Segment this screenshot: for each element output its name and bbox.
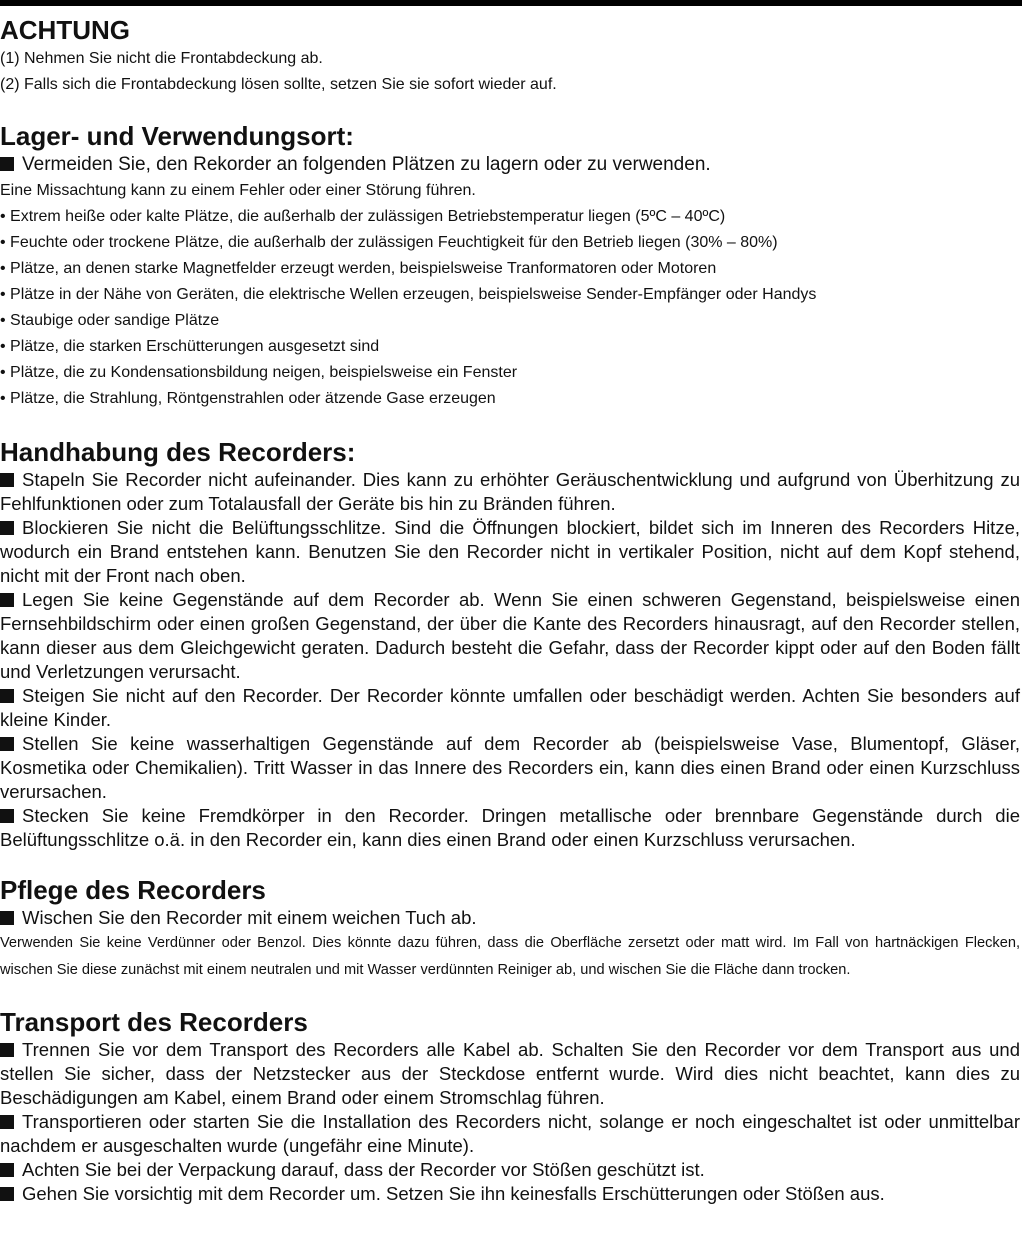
pflege-note: Verwenden Sie keine Verdünner oder Benzol. Dies könnte dazu führen, dass die Oberfläche zersetzt oder matt wird. Im Fall von hartnäckigen Flecken, wischen Sie diese zunächst mit einem neutralen und mit Wasser verdünnten Reiniger ab, und wischen Sie die Fläche dann trocken. (0, 935, 1020, 978)
lager-heading: Lager- und Verwendungsort: (0, 121, 354, 151)
transport-item-text: Achten Sie bei der Verpackung darauf, dass der Recorder vor Stößen geschützt ist. (22, 1159, 705, 1180)
handhabung-item (0, 684, 1020, 732)
transport-item-text: Transportieren oder starten Sie die Installation des Recorders nicht, solange er noch eingeschaltet ist oder unmittelbar nachdem er ausgeschalten wurde (ungefähr eine Minute). (0, 1111, 1020, 1156)
handhabung-item-text: Blockieren Sie nicht die Belüftungsschlitze. Sind die Öffnungen blockiert, bildet sich im Inneren des Recorders Hitze, wodurch ein Brand entstehen kann. Benutzen Sie den Recorder nicht in vertikaler Position, nicht auf dem Kopf stehend, nicht mit der Front nach oben. (0, 517, 1020, 586)
bullet-square-icon (0, 1187, 14, 1201)
lager-item: • Staubige oder sandige Plätze (0, 312, 220, 329)
handhabung-item (0, 804, 1020, 852)
lager-item: • Plätze in der Nähe von Geräten, die elektrische Wellen erzeugen, beispielsweise Sender-Empfänger oder Handys (0, 286, 817, 303)
handhabung-item (0, 588, 1020, 684)
lager-item: • Plätze, an denen starke Magnetfelder erzeugt werden, beispielsweise Tranformatoren oder Motoren (0, 260, 717, 277)
bullet-square-icon (0, 911, 14, 925)
lager-item: • Feuchte oder trockene Plätze, die außerhalb der zulässigen Feuchtigkeit für den Betrieb liegen (30% – 80%) (0, 234, 778, 251)
handhabung-item (0, 732, 1020, 804)
achtung-line-2: (2) Falls sich die Frontabdeckung lösen sollte, setzen Sie sie sofort wieder auf. (0, 76, 557, 93)
lager-note: Eine Missachtung kann zu einem Fehler oder einer Störung führen. (0, 182, 476, 199)
section-pflege (0, 874, 1020, 984)
bullet-square-icon (0, 689, 14, 703)
bullet-square-icon (0, 1163, 14, 1177)
bullet-square-icon (0, 473, 14, 487)
transport-item (0, 1182, 1020, 1206)
transport-item (0, 1110, 1020, 1158)
document-page (0, 14, 1020, 1206)
handhabung-item-text: Stapeln Sie Recorder nicht aufeinander. Dies kann zu erhöhter Geräuschentwicklung und aufgrund von Überhitzung zu Fehlfunktionen oder zum Totalausfall der Geräte bis hin zu Bränden führen. (0, 469, 1020, 514)
transport-heading: Transport des Recorders (0, 1007, 308, 1037)
section-handhabung (0, 436, 1020, 852)
lager-item: • Plätze, die starken Erschütterungen ausgesetzt sind (0, 338, 380, 355)
handhabung-item-text: Stellen Sie keine wasserhaltigen Gegenstände auf dem Recorder ab (beispielsweise Vase, Blumentopf, Gläser, Kosmetika oder Chemikalien). Tritt Wasser in das Innere des Recorders ein, kann dies einen Brand oder einen Kurzschluss verursachen. (0, 733, 1020, 802)
bullet-square-icon (0, 157, 14, 171)
handhabung-heading: Handhabung des Recorders: (0, 437, 356, 467)
lager-lead-text: Vermeiden Sie, den Rekorder an folgenden Plätzen zu lagern oder zu verwenden. (22, 154, 711, 175)
section-transport (0, 1006, 1020, 1206)
bullet-square-icon (0, 593, 14, 607)
section-lager (0, 120, 1020, 412)
pflege-lead-text: Wischen Sie den Recorder mit einem weichen Tuch ab. (22, 907, 477, 928)
transport-item (0, 1038, 1020, 1110)
pflege-lead (0, 906, 1020, 930)
achtung-line-1: (1) Nehmen Sie nicht die Frontabdeckung ab. (0, 50, 323, 67)
transport-item (0, 1158, 1020, 1182)
bullet-square-icon (0, 521, 14, 535)
lager-item: • Plätze, die zu Kondensationsbildung neigen, beispielsweise ein Fenster (0, 364, 518, 381)
handhabung-item-text: Legen Sie keine Gegenstände auf dem Recorder ab. Wenn Sie einen schweren Gegenstand, beispielsweise einen Fernsehbildschirm oder einen großen Gegenstand, der über die Kante des Recorders hinausragt, auf den Recorder stellen, kann dieser aus dem Gleichgewicht geraten. Dadurch besteht die Gefahr, dass der Recorder kippt oder auf den Boden fällt und Verletzungen verursacht. (0, 589, 1020, 682)
transport-item-text: Gehen Sie vorsichtig mit dem Recorder um. Setzen Sie ihn keinesfalls Erschütterungen oder Stößen aus. (22, 1183, 885, 1204)
bullet-square-icon (0, 1043, 14, 1057)
achtung-heading: ACHTUNG (0, 15, 130, 45)
bullet-square-icon (0, 737, 14, 751)
transport-item-text: Trennen Sie vor dem Transport des Recorders alle Kabel ab. Schalten Sie den Recorder vor dem Transport aus und stellen Sie sicher, dass der Netzstecker aus der Steckdose entfernt wurde. Wird dies nicht beachtet, kann dies zu Beschädigungen am Kabel, einem Brand oder einem Stromschlag führen. (0, 1039, 1020, 1108)
top-rule (0, 0, 1022, 6)
handhabung-item-text: Steigen Sie nicht auf den Recorder. Der Recorder könnte umfallen oder beschädigt werden. Achten Sie besonders auf kleine Kinder. (0, 685, 1020, 730)
handhabung-item (0, 468, 1020, 516)
bullet-square-icon (0, 809, 14, 823)
lager-item: • Extrem heiße oder kalte Plätze, die außerhalb der zulässigen Betriebstemperatur liegen (5ºC – 40ºC) (0, 208, 726, 225)
handhabung-item (0, 516, 1020, 588)
section-achtung (0, 14, 1020, 98)
lager-lead (0, 152, 1020, 178)
lager-item: • Plätze, die Strahlung, Röntgenstrahlen oder ätzende Gase erzeugen (0, 390, 496, 407)
handhabung-item-text: Stecken Sie keine Fremdkörper in den Recorder. Dringen metallische oder brennbare Gegenstände durch die Belüftungsschlitze o.ä. in den Recorder ein, kann dies einen Brand oder einen Kurzschluss verursachen. (0, 805, 1020, 850)
pflege-heading: Pflege des Recorders (0, 875, 266, 905)
bullet-square-icon (0, 1115, 14, 1129)
